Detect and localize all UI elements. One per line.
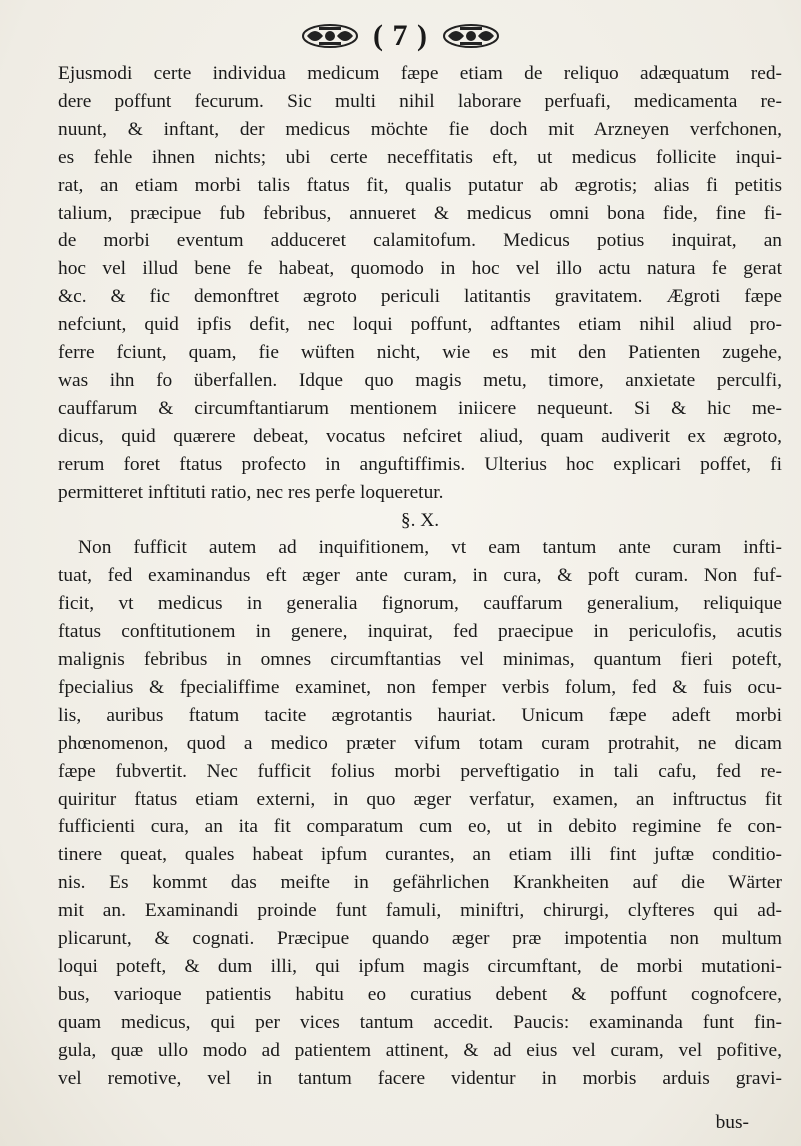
- body-text: [58, 60, 782, 1093]
- text-line: hoc vel illud bene fe habeat, quomodo in hoc vel illo actu natura fe gerat: [58, 258, 782, 280]
- text-line: de morbi eventum adduceret calamitofum. Medicus potius inquirat, an: [58, 230, 782, 252]
- text-line: was ihn fo überfallen. Idque quo magis metu, timore, anxietate perculfi,: [58, 369, 782, 391]
- text-line: nefciunt, quid ipfis defit, nec loqui poffunt, adftantes etiam nihil aliud pro-: [58, 314, 782, 336]
- text-line: quam medicus, qui per vices tantum accedit. Paucis: examinanda funt fin-: [58, 1011, 782, 1033]
- text-line: Ejusmodi certe individua medicum fæpe etiam de reliquo adæquatum red-: [58, 63, 782, 84]
- text-line: rerum foret ftatus profecto in anguftiffimis. Ulterius hoc explicari poffet, fi: [58, 453, 782, 475]
- text-line: rat, an etiam morbi talis ftatus fit, qualis putatur ab ægrotis; alias fi petitis: [58, 174, 782, 196]
- page-header: [0, 14, 801, 58]
- text-line: talium, præcipue fub febribus, annueret & medicus omni bona fide, fine fi-: [58, 202, 782, 224]
- text-line: phœnomenon, quod a medico præter vifum totam curam protrahit, ne dicam: [58, 732, 782, 754]
- text-line: cauffarum & circumftantiarum mentionem iniicere nequeunt. Si & hic me-: [58, 397, 782, 419]
- section-heading: §. X.: [400, 509, 440, 531]
- text-line: dicus, quid quærere debeat, vocatus nefciret aliud, quam audiverit ex ægroto,: [58, 425, 782, 447]
- right-ornament-icon: [442, 23, 500, 49]
- text-line: plicarunt, & cognati. Præcipue quando æger præ impotentia non multum: [58, 928, 782, 950]
- left-ornament-icon: [301, 23, 359, 49]
- text-line: Non fufficit autem ad inquifitionem, vt eam tantum ante curam infti-: [78, 537, 782, 559]
- text-line: malignis febribus in omnes circumftantias vel minimas, quantum fieri poteft,: [58, 649, 782, 671]
- text-line: bus, varioque patientis habitu eo curatius debent & poffunt cognofcere,: [58, 983, 782, 1005]
- text-line: gula, quæ ullo modo ad patientem attinent, & ad eius vel curam, vel pofitive,: [58, 1039, 782, 1061]
- text-line: permitteret inftituti ratio, nec res perfe loqueretur.: [58, 481, 444, 503]
- text-line: &c. & fic demonftret ægroto periculi latitantis gravitatem. Ægroti fæpe: [58, 286, 782, 308]
- text-line: ficit, vt medicus in generalia fignorum, cauffarum generalium, reliquique: [58, 593, 782, 615]
- text-line: quiritur ftatus etiam externi, in quo æger verfatur, examen, an inftructus fit: [58, 788, 782, 810]
- text-line: lis, auribus ftatum tacite ægrotantis hauriat. Unicum fæpe adeft morbi: [58, 704, 782, 726]
- text-line: ferre fciunt, quam, fie wüften nicht, wie es mit den Patienten zugehe,: [58, 342, 782, 364]
- catchword: bus-: [715, 1112, 749, 1133]
- text-line: loqui poteft, & dum illi, qui ipfum magis circumftant, de morbi mutationi-: [58, 956, 782, 977]
- text-line: fufficienti cura, an ita fit comparatum cum eo, ut in debito regimine fe con-: [58, 816, 782, 838]
- text-line: tuat, fed examinandus eft æger ante curam, in cura, & poft curam. Non fuf-: [58, 565, 782, 587]
- text-line: nis. Es kommt das meifte in gefährlichen Krankheiten auf die Wärter: [58, 872, 782, 894]
- text-line: nuunt, & inftant, der medicus möchte fie doch mit Arzneyen verfchonen,: [58, 118, 782, 140]
- text-line: fpecialius & fpecialiffime examinet, non femper verbis folum, fed & fuis ocu-: [58, 676, 782, 698]
- text-line: ftatus conftitutionem in genere, inquirat, fed praecipue in periculofis, acutis: [58, 621, 782, 643]
- page-number: ( 7 ): [373, 19, 428, 52]
- text-line: dere poffunt fecurum. Sic multi nihil laborare perfuafi, medicamenta re-: [58, 90, 782, 112]
- text-line: mit an. Examinandi proinde funt famuli, miniftri, chirurgi, clyfteres qui ad-: [58, 900, 782, 922]
- text-line: fæpe fubvertit. Nec fufficit folius morbi perveftigatio in tali cafu, fed re-: [58, 760, 782, 782]
- text-line: tinere queat, quales habeat ipfum curantes, an etiam illi fint juftæ conditio-: [58, 844, 782, 866]
- text-line: vel remotive, vel in tantum facere videntur in morbis arduis gravi-: [58, 1067, 782, 1089]
- text-line: es fehle ihnen nichts; ubi certe neceffitatis eft, ut medicus follicite inqui-: [58, 146, 782, 168]
